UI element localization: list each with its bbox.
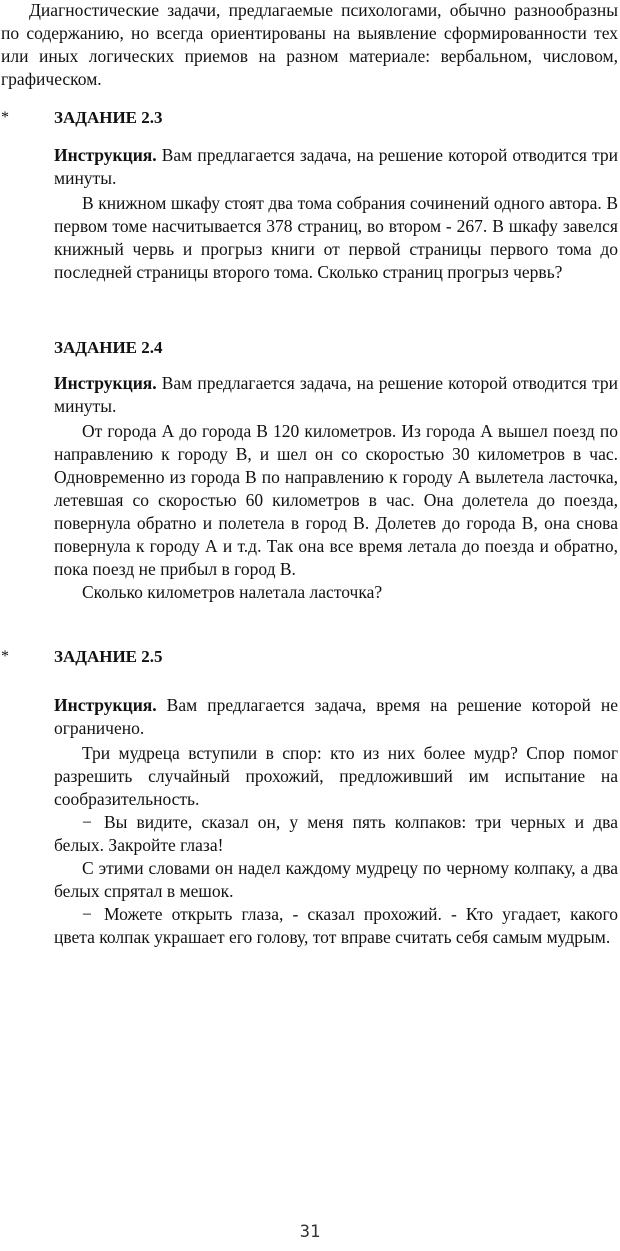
task-2-5-paragraph-3: С этими словами он надел каждому мудрецу по черному колпаку, а два белых спрятал в мешок.	[54, 858, 618, 901]
task-2-3-instruction	[0, 144, 620, 190]
task-2-3-text: В книжном шкафу стоят два тома собрания сочинений одного автора. В первом томе насчитывается 378 страниц, во втором - 267. В шкафу завелся книжный червь и прогрыз книги от первой страницы первого тома до последней страницы второго тома. Сколько страниц прогрыз червь?	[54, 193, 618, 282]
task-2-3-body	[0, 144, 620, 284]
task-2-5-paragraph-4	[0, 903, 620, 949]
task-2-5-paragraph-2	[0, 811, 620, 857]
instruction-label: Инструкция.	[54, 145, 157, 165]
dialogue-text: Можете открыть глаза, - сказал прохожий. - Кто угадает, какого цвета колпак украшает его голову, тот вправе считать себя самым мудрым.	[54, 904, 618, 947]
dialogue-text: Вы видите, сказал он, у меня пять колпаков: три черных и два белых. Закройте глаза!	[54, 812, 618, 855]
intro-block	[0, 0, 620, 91]
instruction-text: Вам предлагается задача, время на решение которой не ограничено.	[54, 695, 618, 738]
task-2-4-body	[0, 372, 620, 604]
task-2-4-title: ЗАДАНИЕ 2.4	[54, 338, 163, 357]
task-2-5-star: *	[1, 648, 9, 665]
task-2-5-instruction	[0, 694, 620, 740]
task-2-4-question: Сколько километров налетала ласточка?	[82, 582, 383, 602]
page-number: 31	[299, 1222, 321, 1242]
instruction-text: Вам предлагается задача, на решение которой отводится три минуты.	[54, 373, 619, 416]
task-2-5-body	[0, 694, 620, 949]
task-2-4-instruction	[0, 372, 620, 418]
task-2-5-title: ЗАДАНИЕ 2.5	[54, 647, 163, 666]
intro-paragraph: Диагностические задачи, предлагаемые психологами, обычно разнообразны по содержанию, но всегда ориентированы на выявление сформированности тех или иных логических приемов на разном материале: вербальном, числовом, графическом.	[1, 0, 618, 89]
task-2-3-star: *	[1, 109, 9, 126]
instruction-label: Инструкция.	[54, 695, 157, 715]
instruction-label: Инструкция.	[54, 373, 157, 393]
task-2-5-paragraph-1: Три мудреца вступили в спор: кто из них более мудр? Спор помог разрешить случайный прохожий, предложивший им испытание на сообразительность.	[54, 743, 618, 809]
task-2-3-title: ЗАДАНИЕ 2.3	[54, 108, 163, 127]
task-2-4-text: От города А до города В 120 километров. Из города А вышел поезд по направлению к городу В, и шел он со скоростью 30 километров в час. Одновременно из города В по направлению к городу А вылетела ласточка, летевшая со скоростью 60 километров в час. Она долетела до поезда, повернула обратно и полетела в город В. Долетев до города В, она снова повернула к городу А и т.д. Так она все время летала до поезда и обратно, пока поезд не прибыл в город В.	[54, 421, 618, 579]
dash-mark: −	[82, 812, 92, 832]
instruction-text: Вам предлагается задача, на решение которой отводится три минуты.	[54, 145, 619, 188]
dash-mark: −	[82, 904, 92, 924]
